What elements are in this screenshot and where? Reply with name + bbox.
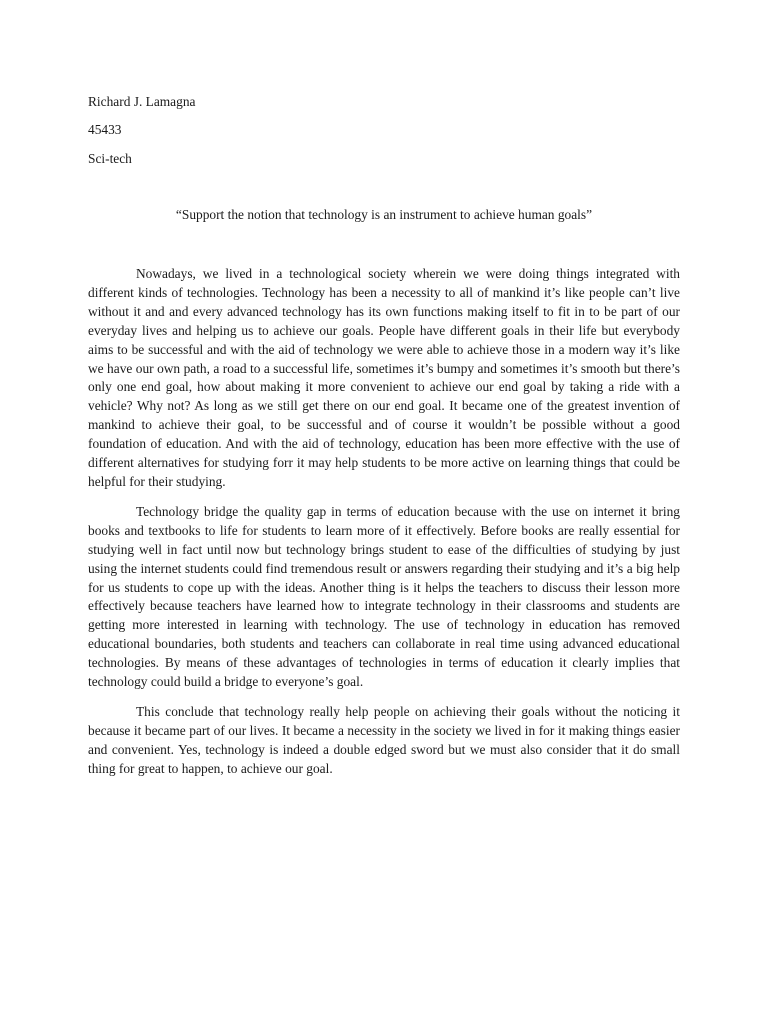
- essay-paragraph-3: This conclude that technology really help people on achieving their goals without the noticing it because it became part of our lives. It became a necessity in the society we lived in for it making things easier and convenient. Yes, technology is indeed a double edged sword but we must also consider that it do small thing for great to happen, to achieve our goal.: [88, 703, 680, 776]
- course-name: Sci-tech: [88, 151, 132, 166]
- student-id: 45433: [88, 122, 122, 137]
- author-name: Richard J. Lamagna: [88, 94, 196, 109]
- essay-paragraph-1: Nowadays, we lived in a technological society wherein we were doing things integrated with different kinds of technologies. Technology has been a necessity to all of mankind it’s like people can’t live without it and and every advanced technology has its own functions making itself to fit in to be part of our everyday lives and helping us to achieve our goals. People have different goals in their life but everybody aims to be successful and with the aid of technology we were able to achieve those in a modern way it’s like we have our own path, a road to a successful life, sometimes it’s bumpy and sometimes it’s smooth but there’s only one end goal, how about making it more convenient to achieve our end goal by taking a ride with a vehicle? Why not? As long as we still get there on our end goal. It became one of the greatest invention of mankind to achieve their goal, to be successful and of course it wouldn’t be possible without a good foundation of education. And with the aid of technology, education has been more effective with the use of different alternatives for studying forr it may help students to be more active on learning things that could be helpful for their studying.: [88, 266, 680, 489]
- essay-paragraph-2: Technology bridge the quality gap in terms of education because with the use on internet it bring books and textbooks to life for students to learn more of it effectively. Before books are really essential for studying well in fact until now but technology brings student to ease of the difficulties of studying by just using the internet students could find tremendous result or answers regarding their studying and it’s a big help for us students to cope up with the ideas. Another thing is it helps the teachers to discuss their lesson more effectively because teachers have learned how to integrate technology in their classrooms and students are getting more interested in learning with technology. The use of technology in education has removed educational boundaries, both students and teachers can collaborate in real time using advanced educational technologies. By means of these advantages of technologies in terms of education it clearly implies that technology could build a bridge to everyone’s goal.: [88, 503, 680, 690]
- essay-body: [88, 265, 680, 790]
- essay-title: “Support the notion that technology is an instrument to achieve human goals”: [175, 207, 593, 222]
